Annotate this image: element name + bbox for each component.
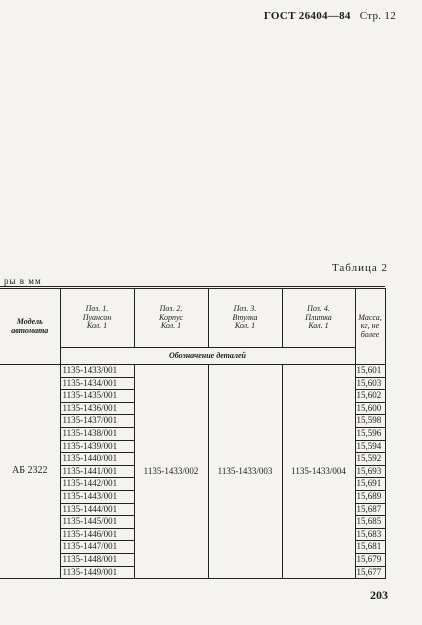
mass-cell: 15,596 bbox=[355, 427, 385, 440]
header-punch-qty: Кол. 1 bbox=[86, 321, 108, 331]
mass-cell: 15,594 bbox=[355, 440, 385, 453]
punch-code-cell: 1135-1444/001 bbox=[60, 503, 134, 516]
header-body bbox=[134, 289, 208, 348]
plitka-code-cell: 1135-1433/004 bbox=[282, 365, 355, 579]
mass-cell: 15,602 bbox=[355, 390, 385, 403]
header-body-pos: Поз. 2. bbox=[159, 304, 183, 314]
model-cell: АБ 2322 bbox=[0, 365, 60, 579]
punch-code-cell: 1135-1447/001 bbox=[60, 541, 134, 554]
header-mass bbox=[355, 289, 385, 365]
punch-code-cell: 1135-1438/001 bbox=[60, 427, 134, 440]
header-bushing-name: Втулка bbox=[232, 312, 258, 322]
header-mass-line3: более bbox=[360, 329, 380, 339]
mass-cell: 15,677 bbox=[355, 566, 385, 579]
header-punch bbox=[60, 289, 134, 348]
punch-code-cell: 1135-1443/001 bbox=[60, 490, 134, 503]
header-mass-line1: Масса, bbox=[358, 312, 382, 322]
punch-code-cell: 1135-1441/001 bbox=[60, 465, 134, 478]
punch-code-cell: 1135-1442/001 bbox=[60, 478, 134, 491]
mass-cell: 15,598 bbox=[355, 415, 385, 428]
mass-cell: 15,592 bbox=[355, 453, 385, 466]
table-row bbox=[0, 365, 385, 378]
header-plate bbox=[282, 289, 355, 348]
standard-number: ГОСТ 26404—84 bbox=[263, 10, 351, 22]
punch-code-cell: 1135-1434/001 bbox=[60, 377, 134, 390]
mass-cell: 15,683 bbox=[355, 528, 385, 541]
vtulka-code-cell: 1135-1433/003 bbox=[208, 365, 282, 579]
header-punch-pos: Поз. 1. bbox=[85, 304, 109, 314]
parts-table bbox=[0, 288, 386, 579]
punch-code-cell: 1135-1440/001 bbox=[60, 453, 134, 466]
punch-code-cell: 1135-1449/001 bbox=[60, 566, 134, 579]
punch-code-cell: 1135-1446/001 bbox=[60, 528, 134, 541]
units-note: ры в мм bbox=[4, 276, 42, 286]
header-body-qty: Кол. 1 bbox=[160, 321, 182, 331]
mass-cell: 15,691 bbox=[355, 478, 385, 491]
page-header bbox=[264, 10, 396, 22]
header-model: Модель автомата bbox=[0, 289, 60, 365]
punch-code-cell: 1135-1445/001 bbox=[60, 516, 134, 529]
header-bushing-pos: Поз. 3. bbox=[233, 304, 257, 314]
mass-cell: 15,681 bbox=[355, 541, 385, 554]
table-top-rule bbox=[0, 286, 385, 287]
mass-cell: 15,600 bbox=[355, 402, 385, 415]
header-body-name: Корпус bbox=[158, 312, 184, 322]
page-number: 203 bbox=[370, 588, 388, 602]
mass-cell: 15,687 bbox=[355, 503, 385, 516]
page-label: Стр. 12 bbox=[359, 10, 396, 22]
korpus-code-cell: 1135-1433/002 bbox=[134, 365, 208, 579]
punch-code-cell: 1135-1439/001 bbox=[60, 440, 134, 453]
header-designation: Обозначение деталей bbox=[60, 348, 355, 365]
punch-code-cell: 1135-1435/001 bbox=[60, 390, 134, 403]
punch-code-cell: 1135-1437/001 bbox=[60, 415, 134, 428]
mass-cell: 15,693 bbox=[355, 465, 385, 478]
header-plate-qty: Кол. 1 bbox=[308, 321, 329, 331]
table-body bbox=[0, 365, 385, 579]
punch-code-cell: 1135-1448/001 bbox=[60, 553, 134, 566]
mass-cell: 15,679 bbox=[355, 553, 385, 566]
punch-code-cell: 1135-1436/001 bbox=[60, 402, 134, 415]
mass-cell: 15,685 bbox=[355, 516, 385, 529]
header-bushing bbox=[208, 289, 282, 348]
header-plate-name: Плитка bbox=[305, 312, 332, 322]
table-bottom-rule bbox=[0, 578, 385, 579]
header-bushing-qty: Кол. 1 bbox=[234, 321, 256, 331]
header-plate-pos: Поз. 4. bbox=[307, 304, 330, 314]
punch-code-cell: 1135-1433/001 bbox=[60, 365, 134, 378]
mass-cell: 15,601 bbox=[355, 365, 385, 378]
table-caption: Таблица 2 bbox=[331, 262, 388, 274]
mass-cell: 15,689 bbox=[355, 490, 385, 503]
header-mass-line2: кг, не bbox=[360, 321, 380, 331]
header-punch-name: Пуансон bbox=[82, 312, 112, 322]
mass-cell: 15,603 bbox=[355, 377, 385, 390]
